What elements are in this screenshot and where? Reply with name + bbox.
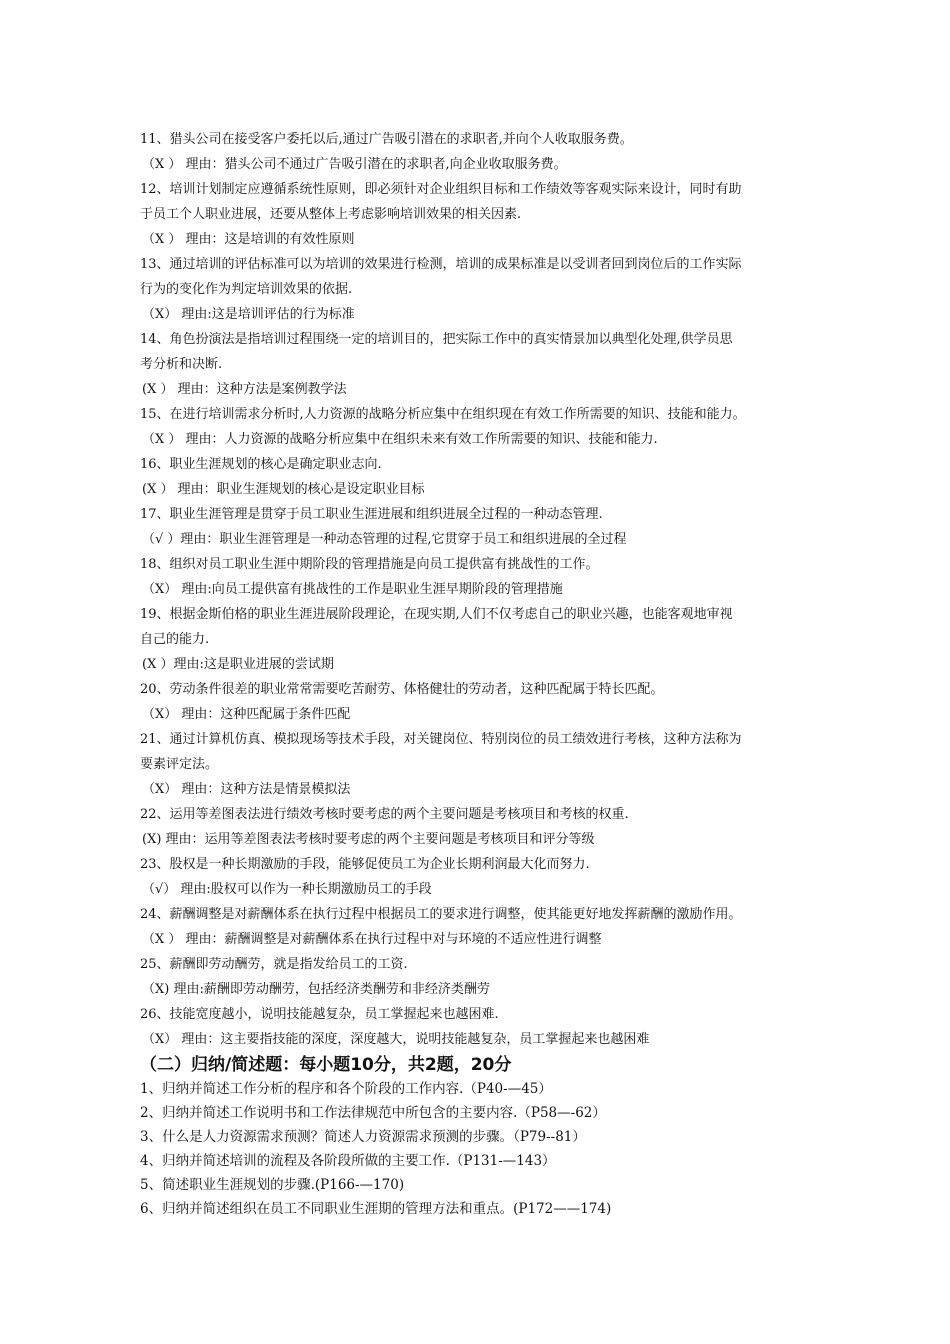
question-line: 24、薪酬调整是对薪酬体系在执行过程中根据员工的要求进行调整，使其能更好地发挥薪酬的激励作用。 — [140, 907, 742, 922]
answer-line: （X) 理由:薪酬即劳动酬劳，包括经济类酬劳和非经济类酬劳 — [142, 982, 490, 997]
answer-line: （X） 理由：这种方法是情景模拟法 — [142, 782, 351, 797]
section-title: （二）归纳/简述题：每小题10分，共2题，20分 — [140, 1055, 512, 1075]
question-line: 21、通过计算机仿真、模拟现场等技术手段，对关键岗位、特别岗位的员工绩效进行考核，这种方法称为 — [140, 732, 742, 747]
question-line: 16、职业生涯规划的核心是确定职业志向. — [140, 457, 382, 472]
answer-line: （X） 理由:这是培训评估的行为标准 — [142, 307, 355, 322]
summary-question: 3、什么是人力资源需求预测？简述人力资源需求预测的步骤。（P79--81） — [140, 1129, 586, 1145]
answer-line: (X ） 理由：职业生涯规划的核心是设定职业目标 — [142, 482, 425, 497]
answer-line: （X） 理由:向员工提供富有挑战性的工作是职业生涯早期阶段的管理措施 — [142, 582, 563, 597]
answer-line: (X) 理由：运用等差图表法考核时要考虑的两个主要问题是考核项目和评分等级 — [142, 832, 595, 847]
question-line: 17、职业生涯管理是贯穿于员工职业生涯进展和组织进展全过程的一种动态管理. — [140, 507, 603, 522]
answer-line: （X） 理由：这种匹配属于条件匹配 — [142, 707, 351, 722]
question-line: 于员工个人职业进展，还要从整体上考虑影响培训效果的相关因素. — [140, 207, 522, 222]
question-line: 14、角色扮演法是指培训过程围绕一定的培训目的，把实际工作中的真实情景加以典型化处理,供学员思 — [140, 332, 733, 347]
answer-line: （X ） 理由：人力资源的战略分析应集中在组织未来有效工作所需要的知识、技能和能力. — [142, 432, 658, 447]
answer-line: （X ） 理由：猎头公司不通过广告吸引潜在的求职者,向企业收取服务费。 — [142, 157, 567, 172]
question-line: 13、通过培训的评估标准可以为培训的效果进行检测，培训的成果标准是以受训者回到岗位后的工作实际 — [140, 257, 742, 272]
summary-question: 1、归纳并简述工作分析的程序和各个阶段的工作内容.（P40-—45） — [140, 1081, 552, 1097]
answer-line: （X ） 理由：这是培训的有效性原则 — [142, 232, 355, 247]
answer-line: （√） 理由:股权可以作为一种长期激励员工的手段 — [142, 882, 432, 897]
answer-line: (X ）理由:这是职业进展的尝试期 — [142, 657, 334, 672]
summary-question: 4、归纳并简述培训的流程及各阶段所做的主要工作.（P131-—143） — [140, 1153, 556, 1169]
question-line: 11、猎头公司在接受客户委托以后,通过广告吸引潜在的求职者,并向个人收取服务费。 — [140, 132, 633, 147]
question-line: 18、组织对员工职业生涯中期阶段的管理措施是向员工提供富有挑战性的工作。 — [140, 557, 599, 572]
question-line: 23、股权是一种长期激励的手段，能够促使员工为企业长期利润最大化而努力. — [140, 857, 590, 872]
answer-line: （X） 理由：这主要指技能的深度，深度越大，说明技能越复杂，员工掌握起来也越困难 — [142, 1032, 650, 1047]
answer-line: (X ） 理由：这种方法是案例教学法 — [142, 382, 347, 397]
question-line: 考分析和决断. — [140, 357, 223, 372]
question-line: 行为的变化作为判定培训效果的依据. — [140, 282, 353, 297]
summary-question: 2、归纳并简述工作说明书和工作法律规范中所包含的主要内容.（P58—-62） — [140, 1105, 606, 1121]
question-line: 19、根据金斯伯格的职业生涯进展阶段理论，在现实期,人们不仅考虑自己的职业兴趣，也能客观地审视 — [140, 607, 733, 622]
summary-question: 6、归纳并简述组织在员工不同职业生涯期的管理方法和重点。(P172——174) — [140, 1201, 612, 1217]
question-line: 15、在进行培训需求分析时,人力资源的战略分析应集中在组织现在有效工作所需要的知识、技能和能力。 — [140, 407, 746, 422]
answer-line: （√ ）理由：职业生涯管理是一种动态管理的过程,它贯穿于员工和组织进展的全过程 — [142, 532, 627, 547]
question-line: 26、技能宽度越小，说明技能越复杂，员工掌握起来也越困难. — [140, 1007, 499, 1022]
summary-question: 5、简述职业生涯规划的步骤.(P166-—170) — [140, 1177, 405, 1193]
question-line: 25、薪酬即劳动酬劳，就是指发给员工的工资. — [140, 957, 408, 972]
question-list — [140, 127, 820, 1221]
question-line: 22、运用等差图表法进行绩效考核时要考虑的两个主要问题是考核项目和考核的权重. — [140, 807, 629, 822]
question-line: 要素评定法。 — [140, 757, 219, 772]
question-line: 12、培训计划制定应遵循系统性原则，即必须针对企业组织目标和工作绩效等客观实际来设计，同时有助 — [140, 182, 742, 197]
question-line: 自己的能力. — [140, 632, 210, 647]
answer-line: （X ） 理由：薪酬调整是对薪酬体系在执行过程中对与环境的不适应性进行调整 — [142, 932, 602, 947]
question-line: 20、劳动条件很差的职业常常需要吃苦耐劳、体格健壮的劳动者，这种匹配属于特长匹配。 — [140, 682, 664, 697]
